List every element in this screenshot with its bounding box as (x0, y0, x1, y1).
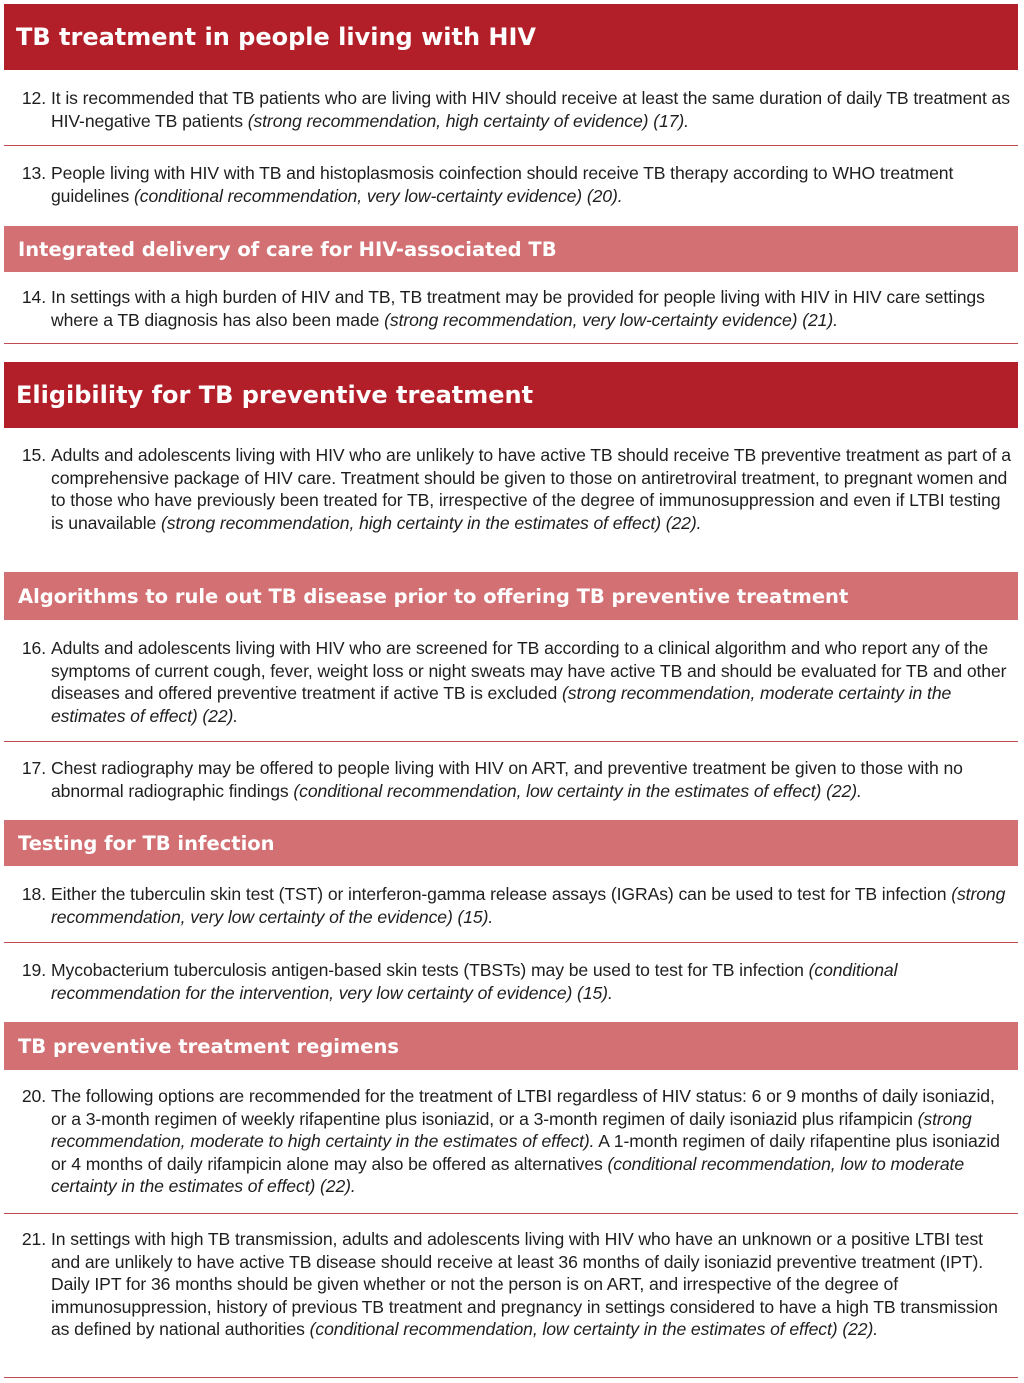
recommendation-text (51, 757, 1018, 802)
recommendation-number: 20. (21, 1086, 46, 1106)
recommendation-number: 12. (21, 88, 46, 108)
divider-rule (4, 343, 1018, 344)
recommendation-body: People living with HIV with TB and histoplasmosis coinfection should receive TB therapy according to WHO treatment guidelines (51, 163, 954, 206)
recommendation-text (51, 444, 1018, 534)
recommendation-text (51, 286, 1018, 331)
divider-rule (4, 741, 1018, 742)
recommendation-body: Adults and adolescents living with HIV who are unlikely to have active TB should receive TB preventive treatment as part of a comprehensive package of HIV care. Treatment should be given to those on antiretroviral treatment, to pregnant women and to those who have previously been treated for TB, irrespective of the degree of immunosuppression and even if LTBI testing is unavailable (51, 445, 1011, 533)
recommendation-body: The following options are recommended for the treatment of LTBI regardless of HIV status: 6 or 9 months of daily isoniazid, or a 3-month regimen of weekly rifapentine plus isoniazid, or a 3-month regimen of daily isoniazid plus rifampicin (51, 1086, 995, 1129)
recommendation-number: 17. (21, 758, 46, 778)
divider-rule (4, 942, 1018, 943)
recommendation-body: Mycobacterium tuberculosis antigen-based skin tests (TBSTs) may be used to test for TB infection (51, 960, 809, 980)
section-header-tb-treatment-hiv (4, 4, 1018, 70)
recommendation-number: 16. (21, 638, 46, 658)
recommendation-text (51, 1228, 1018, 1341)
recommendation-number: 18. (21, 884, 46, 904)
recommendation-text (51, 959, 1018, 1004)
recommendation-strength: (conditional recommendation, low certainty in the estimates of effect) (22). (293, 780, 862, 801)
divider-rule (4, 1377, 1018, 1378)
recommendation-body: In settings with a high burden of HIV and TB, TB treatment may be provided for people living with HIV in HIV care settings where a TB diagnosis has also been made (51, 287, 985, 330)
recommendation-text (51, 883, 1018, 928)
recommendation-strength: (conditional recommendation, low certainty in the estimates of effect) (22). (309, 1319, 879, 1339)
recommendation-21 (4, 1228, 1018, 1341)
recommendation-18 (4, 883, 1018, 928)
recommendation-17 (4, 757, 1018, 802)
recommendation-body: Either the tuberculin skin test (TST) or interferon-gamma release assays (IGRAs) can be used to test for TB infection (51, 884, 952, 904)
recommendation-12 (4, 87, 1018, 132)
subsection-header-integrated-care (4, 226, 1018, 272)
recommendation-number: 15. (21, 445, 46, 465)
subsection-header-title: Algorithms to rule out TB disease prior to offering TB preventive treatment (18, 584, 849, 608)
recommendation-number: 21. (21, 1229, 46, 1249)
section-header-title: Eligibility for TB preventive treatment (16, 381, 534, 409)
recommendation-13 (4, 162, 1018, 207)
divider-rule (4, 1213, 1018, 1214)
section-header-eligibility-tpt (4, 362, 1018, 428)
divider-rule (4, 145, 1018, 146)
recommendation-20 (4, 1085, 1018, 1198)
recommendation-strength: (conditional recommendation for the intervention, very low certainty of evidence) (15). (51, 960, 898, 1003)
recommendation-number: 14. (21, 287, 46, 307)
subsection-header-algorithms (4, 572, 1018, 620)
recommendation-strength: (conditional recommendation, very low-certainty evidence) (20). (134, 185, 623, 206)
recommendation-strength: (strong recommendation, moderate to high certainty in the estimates of effect). (51, 1108, 972, 1151)
recommendation-body: Chest radiography may be offered to people living with HIV on ART, and preventive treatment be given to those with no abnormal radiographic findings (51, 758, 963, 801)
recommendation-number: 13. (21, 163, 46, 183)
recommendation-strength-alternative: (conditional recommendation, low to moderate certainty in the estimates of effect) (22). (51, 1153, 965, 1196)
recommendation-strength: (strong recommendation, high certainty of evidence) (17). (247, 110, 689, 131)
recommendation-strength: (strong recommendation, very low-certainty evidence) (21). (384, 309, 838, 330)
section-header-title: TB treatment in people living with HIV (16, 23, 536, 51)
recommendation-number: 19. (21, 960, 46, 980)
subsection-header-title: Testing for TB infection (18, 831, 275, 855)
recommendation-strength: (strong recommendation, very low certainty of the evidence) (15). (51, 884, 1006, 927)
recommendation-body: In settings with high TB transmission, adults and adolescents living with HIV who have an unknown or a positive LTBI test and are unlikely to have active TB disease should receive at least 36 months of daily isoniazid preventive treatment (IPT). Daily IPT for 36 months should be given whether or not the person is on ART, and irrespective of the degree of immunosuppression, history of previous TB treatment and pregnancy in settings considered to have a high TB transmission as defined by national authorities (51, 1229, 998, 1339)
subsection-header-title: TB preventive treatment regimens (18, 1034, 400, 1058)
recommendation-strength: (strong recommendation, high certainty in the estimates of effect) (22). (161, 512, 702, 533)
subsection-header-title: Integrated delivery of care for HIV-associated TB (18, 237, 557, 261)
recommendation-15 (4, 444, 1018, 534)
recommendation-body-continued: A 1-month regimen of daily rifapentine plus isoniazid or 4 months of daily rifampicin alone may also be offered as alternatives (51, 1131, 1000, 1174)
recommendation-19 (4, 959, 1018, 1004)
recommendation-body: Adults and adolescents living with HIV who are screened for TB according to a clinical algorithm and who report any of the symptoms of current cough, fever, weight loss or night sweats may have active TB and should be evaluated for TB and other diseases and offered preventive treatment if active TB is excluded (51, 638, 1007, 703)
recommendation-14 (4, 286, 1018, 331)
recommendation-16 (4, 637, 1018, 727)
subsection-header-regimens (4, 1022, 1018, 1070)
subsection-header-testing (4, 820, 1018, 866)
recommendation-text (51, 637, 1018, 727)
recommendation-text (51, 1085, 1018, 1198)
recommendation-text (51, 87, 1018, 132)
recommendation-text (51, 162, 1018, 207)
recommendation-strength: (strong recommendation, moderate certainty in the estimates of effect) (22). (51, 683, 952, 726)
recommendation-body: It is recommended that TB patients who are living with HIV should receive at least the same duration of daily TB treatment as HIV-negative TB patients (51, 88, 1010, 131)
